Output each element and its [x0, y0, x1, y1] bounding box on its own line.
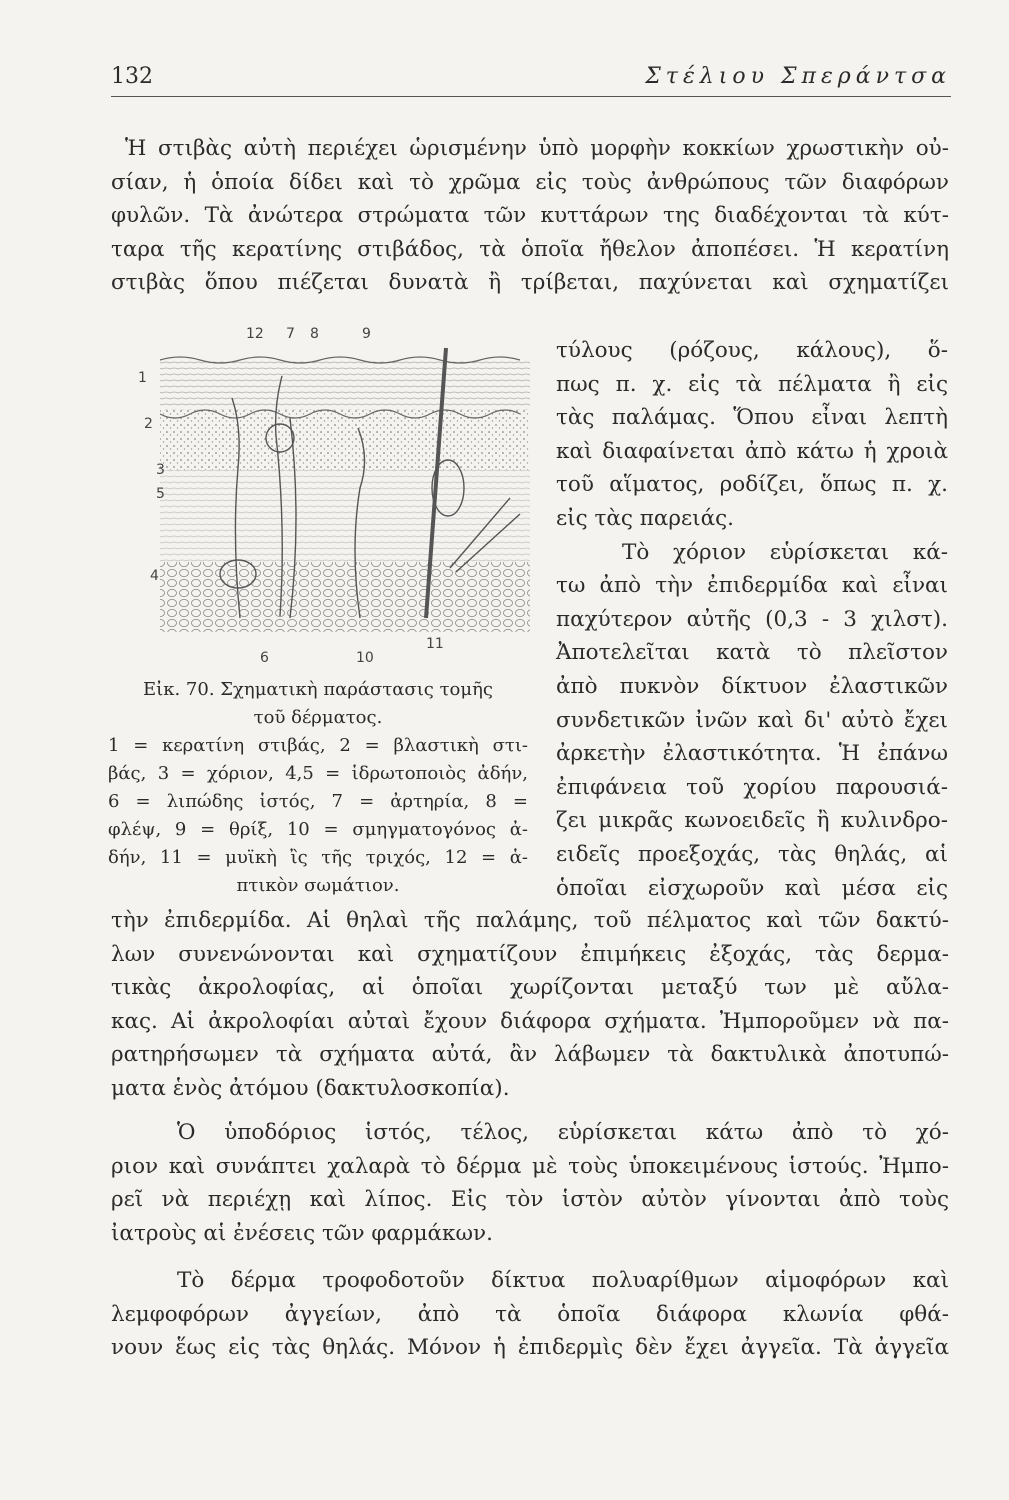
text-line: λεμφοφόρων ἀγγείων, ἀπὸ τὰ ὁποῖα διάφορα κλωνία φθά-	[111, 1301, 949, 1327]
caption-line: φλέψ, 9 = θρίξ, 10 = σμηγματογόνος ἀ-	[108, 819, 528, 840]
text-line: ματα ἑνὸς ἀτόμου (δακτυλοσκοπία).	[111, 1075, 510, 1101]
caption-line: πτικὸν σωμάτιον.	[236, 875, 400, 896]
figure-label: 3	[156, 462, 165, 478]
paragraph-2	[111, 904, 949, 1106]
paragraph-1	[111, 132, 949, 300]
figure-label: 2	[144, 416, 153, 432]
text-line: τικὰς ἀκρολοφίας, αἱ ὁποῖαι χωρίζονται μεταξύ των μὲ αὔλα-	[111, 975, 949, 1001]
text-line: συνδετικῶν ἰνῶν καὶ δι' αὐτὸ ἔχει	[556, 707, 948, 733]
figure-label: 10	[356, 650, 374, 666]
text-line: λων συνενώνονται καὶ σχηματίζουν ἐπιμήκεις ἐξοχάς, τὰς δερμα-	[111, 941, 949, 967]
text-line: εἰς τὰς παρειάς.	[556, 505, 734, 531]
subcutaneous-fat	[160, 562, 530, 632]
text-line: ρατηρήσωμεν τὰ σχήματα αὐτά, ἂν λάβωμεν τὰ δακτυλικὰ ἀποτυπώ-	[111, 1042, 949, 1068]
figure-label: 7	[286, 326, 295, 342]
figure-label: 4	[150, 568, 159, 584]
text-line: τὴν ἐπιδερμίδα. Αἱ θηλαὶ τῆς παλάμης, τοῦ πέλματος καὶ τῶν δακτύ-	[111, 908, 949, 933]
skin-section-figure	[130, 318, 530, 680]
text-line: ριον καὶ συνάπτει χαλαρὰ τὸ δέρμα μὲ τοὺς ὑποκειμένους ἱστούς. Ἠμπο-	[111, 1153, 949, 1179]
figure-label: 11	[426, 636, 444, 652]
text-line: τω ἀπὸ τὴν ἐπιδερμίδα καὶ εἶναι	[556, 573, 948, 599]
text-line: νουν ἕως εἰς τὰς θηλάς. Μόνον ἡ ἐπιδερμὶς δὲν ἔχει ἀγγεῖα. Τὰ ἀγγεῖα	[111, 1335, 949, 1361]
running-title: Στέλιου Σπεράντσα	[645, 64, 951, 89]
text-line: ζει μικρᾶς κωνοειδεῖς ἢ κυλινδρο-	[556, 808, 948, 834]
text-line: Ἡ στιβὰς αὐτὴ περιέχει ὡρισμένην ὑπὸ μορφὴν κοκκίων χρωστικὴν οὐ-	[125, 136, 949, 161]
caption-title: Εἰκ. 70. Σχηματικὴ παράστασις τομῆς	[143, 679, 493, 700]
text-line: στιβὰς ὅπου πιέζεται δυνατὰ ἢ τρίβεται, παχύνεται καὶ σχηματίζει	[111, 270, 949, 296]
text-line: Τὸ χόριον εὑρίσκεται κά-	[622, 539, 948, 565]
text-line: ἀρκετὴν ἐλαστικότητα. Ἡ ἐπάνω	[556, 741, 948, 767]
text-line: σίαν, ἡ ὁποία δίδει καὶ τὸ χρῶμα εἰς τοὺς ἀνθρώπους τῶν διαφόρων	[111, 169, 949, 195]
text-line: τὰς παλάμας. Ὅπου εἶναι λεπτὴ	[556, 405, 948, 431]
caption-line: βάς, 3 = χόριον, 4,5 = ἱδρωτοποιὸς ἀδήν,	[108, 763, 528, 784]
caption-line: 6 = λιπώδης ἱστός, 7 = ἀρτηρία, 8 =	[108, 791, 528, 812]
paragraph-4	[111, 1264, 949, 1365]
text-line: κας. Αἱ ἀκρολοφίαι αὐταὶ ἔχουν διάφορα σχήματα. Ἠμποροῦμεν νὰ πα-	[111, 1008, 949, 1034]
text-line: Τὸ δέρμα τροφοδοτοῦν δίκτυα πολυαρίθμων αἱμοφόρων καὶ	[177, 1268, 949, 1293]
dermis-layer	[160, 470, 530, 562]
text-line: καὶ διαφαίνεται ἀπὸ κάτω ἡ χροιὰ	[556, 438, 948, 464]
figure-label: 1	[138, 370, 147, 386]
figure-label: 9	[362, 326, 371, 342]
text-line: Ὁ ὑποδόριος ἱστός, τέλος, εὑρίσκεται κάτω ἀπὸ τὸ χό-	[177, 1120, 949, 1145]
caption-line: δήν, 11 = μυϊκὴ ἲς τῆς τριχός, 12 = ἁ-	[108, 847, 528, 868]
figure-label: 12	[246, 326, 264, 342]
figure-caption	[108, 676, 528, 900]
text-line: ταρα τῆς κερατίνης στιβάδος, τὰ ὁποῖα ἤθελον ἀποπέσει. Ἡ κερατίνη	[111, 236, 949, 262]
epidermis-layers	[160, 357, 530, 470]
text-line: ὁποῖαι εἰσχωροῦν καὶ μέσα εἰς	[556, 875, 948, 901]
side-column-text	[556, 334, 948, 905]
caption-title: τοῦ δέρματος.	[253, 707, 383, 728]
text-line: πως π. χ. εἰς τὰ πέλματα ἢ εἰς	[556, 371, 948, 397]
caption-line: 1 = κερατίνη στιβάς, 2 = βλαστικὴ στι-	[108, 735, 528, 756]
page-number: 132	[111, 64, 153, 89]
paragraph-3	[111, 1116, 949, 1250]
figure-label: 6	[260, 650, 269, 666]
text-line: ειδεῖς προεξοχάς, τὰς θηλάς, αἱ	[556, 841, 948, 867]
page-header	[111, 60, 951, 97]
text-line: φυλῶν. Τὰ ἀνώτερα στρώματα τῶν κυττάρων της διαδέχονται τὰ κύτ-	[111, 203, 949, 229]
text-line: Ἀποτελεῖται κατὰ τὸ πλεῖστον	[556, 640, 948, 666]
figure-label: 8	[310, 326, 319, 342]
text-line: τοῦ αἵματος, ροδίζει, ὅπως π. χ.	[556, 472, 948, 498]
text-line: ρεῖ νὰ περιέχῃ καὶ λίπος. Εἰς τὸν ἱστὸν αὐτὸν γίνονται ἀπὸ τοὺς	[111, 1187, 949, 1213]
text-line: ἰατροὺς αἱ ἐνέσεις τῶν φαρμάκων.	[111, 1220, 493, 1246]
figure-label: 5	[156, 486, 165, 502]
text-line: τύλους (ρόζους, κάλους), ὅ-	[556, 338, 948, 363]
text-line: ἐπιφάνεια τοῦ χορίου παρουσιά-	[556, 774, 948, 800]
text-line: ἀπὸ πυκνὸν δίκτυον ἐλαστικῶν	[556, 673, 948, 699]
text-line: παχύτερον αὐτῆς (0,3 - 3 χιλστ).	[556, 606, 948, 632]
